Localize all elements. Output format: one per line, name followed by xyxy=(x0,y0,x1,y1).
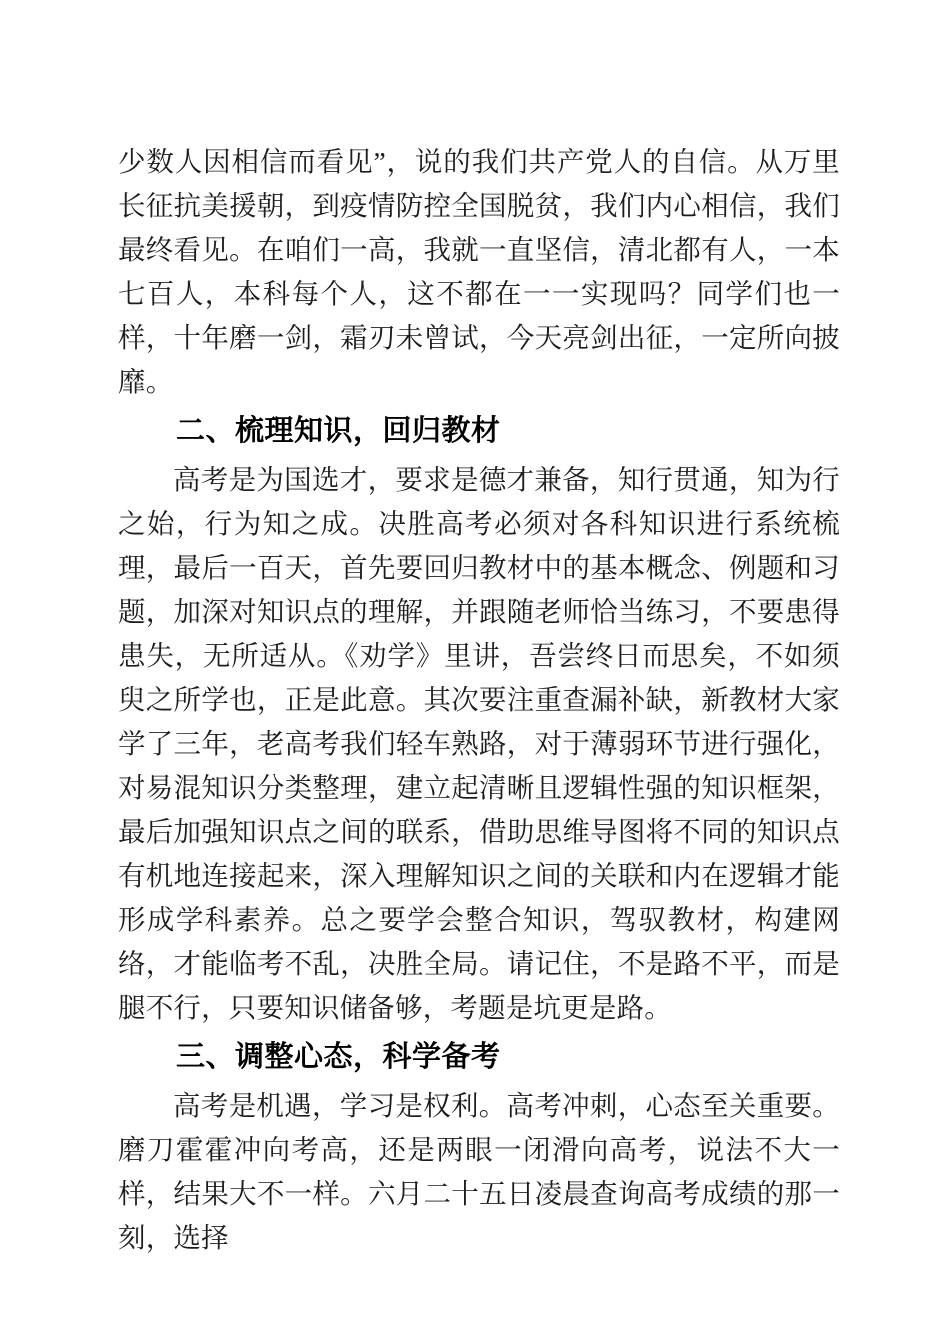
paragraph: 高考是为国选才，要求是德才兼备，知行贯通，知为行之始，行为知之成。决胜高考必须对各科知识进行系统梳理，最后一百天，首先要回归教材中的基本概念、例题和习题，加深对知识点的理解，并跟随老师恰当练习，不要患得患失，无所适从。《劝学》里讲，吾尝终日而思矣，不如须臾之所学也，正是此意。其次要注重查漏补缺，新教材大家学了三年，老高考我们轻车熟路，对于薄弱环节进行强化，对易混知识分类整理，建立起清晰且逻辑性强的知识框架，最后加强知识点之间的联系，借助思维导图将不同的知识点有机地连接起来，深入理解知识之间的关联和内在逻辑才能形成学科素养。总之要学会整合知识，驾驭教材，构建网络，才能临考不乱，决胜全局。请记住，不是路不平，而是腿不行，只要知识储备够，考题是坑更是路。 xyxy=(118,464,840,1023)
section-heading: 二、梳理知识，回归教材 xyxy=(176,415,501,447)
paragraph: 少数人因相信而看见”，说的我们共产党人的自信。从万里长征抗美援朝，到疫情防控全国脱贫，我们内心相信，我们最终看见。在咱们一高，我就一直坚信，清北都有人，一本七百人，本科每个人，这不都在一一实现吗？同学们也一样，十年磨一剑，霜刃未曾试，今天亮剑出征，一定所向披靡。 xyxy=(118,146,840,397)
section-heading: 三、调整心态，科学备考 xyxy=(176,1041,501,1073)
document-body xyxy=(118,140,840,1260)
paragraph: 高考是机遇，学习是权利。高考冲刺，心态至关重要。磨刀霍霍冲向考高，还是两眼一闭滑向高考，说法不大一样，结果大不一样。六月二十五日凌晨查询高考成绩的那一刻，选择 xyxy=(118,1090,840,1253)
